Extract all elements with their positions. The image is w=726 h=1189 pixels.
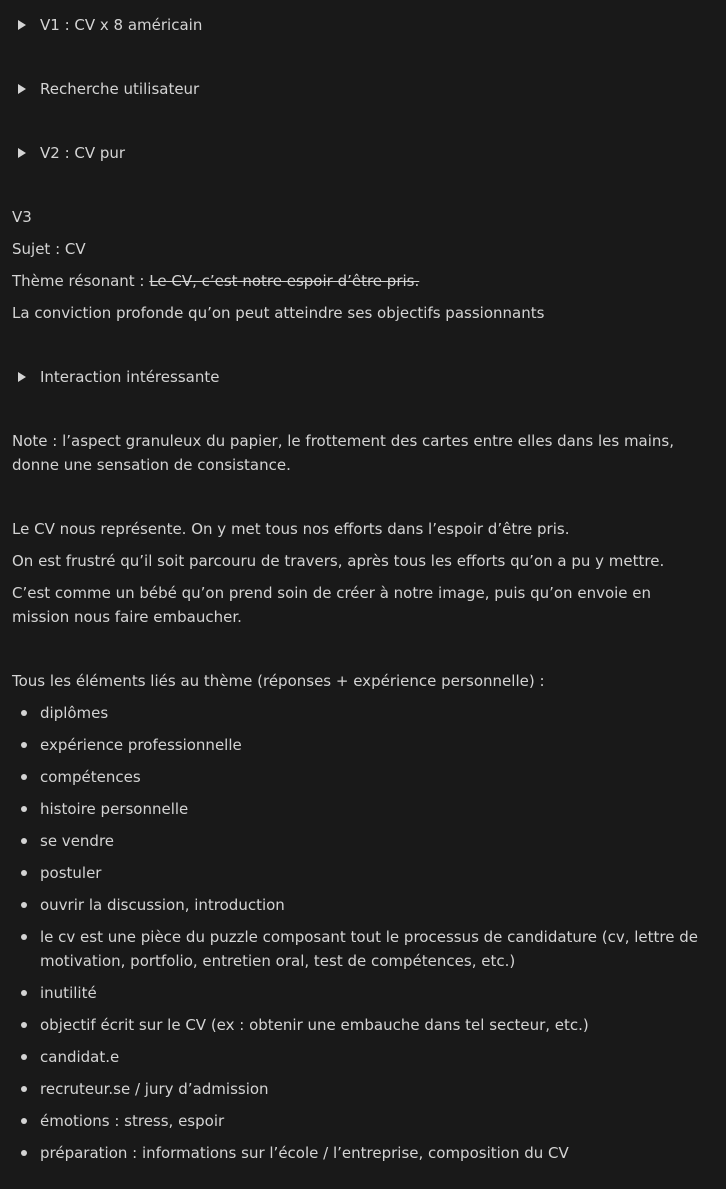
paragraph-cv-represente: Le CV nous représente. On y met tous nos efforts dans l’espoir d’être pris. bbox=[12, 520, 570, 538]
toggle-v1-label: V1 : CV x 8 américain bbox=[40, 16, 203, 34]
paragraph-bebe: C’est comme un bébé qu’on prend soin de créer à notre image, puis qu’on envoie en mission nous faire embaucher. bbox=[12, 584, 652, 626]
paragraph-frustration: On est frustré qu’il soit parcouru de travers, après tous les efforts qu’on a pu y mettre. bbox=[12, 552, 665, 570]
toggle-recherche-label: Recherche utilisateur bbox=[40, 80, 200, 98]
list-item: expérience professionnelle bbox=[12, 733, 712, 757]
v3-theme bbox=[12, 269, 712, 293]
list-item: émotions : stress, espoir bbox=[12, 1109, 712, 1133]
list-item: diplômes bbox=[12, 701, 712, 725]
list-item: le cv est une pièce du puzzle composant tout le processus de candidature (cv, lettre de motivation, portfolio, entretien oral, test de compétences, etc.) bbox=[12, 925, 712, 973]
toggle-v2-label: V2 : CV pur bbox=[40, 144, 126, 162]
triangle-right-icon[interactable] bbox=[18, 20, 26, 30]
toggle-v2[interactable] bbox=[12, 141, 125, 165]
v3-sujet: Sujet : CV bbox=[12, 240, 86, 258]
list-item: histoire personnelle bbox=[12, 797, 712, 821]
theme-label: Thème résonant : bbox=[12, 272, 150, 290]
list-item: postuler bbox=[12, 861, 712, 885]
list-item: compétences bbox=[12, 765, 712, 789]
list-item: candidat.e bbox=[12, 1045, 712, 1069]
list-item: se vendre bbox=[12, 829, 712, 853]
note-paragraph: Note : l’aspect granuleux du papier, le frottement des cartes entre elles dans les mains, donne une sensation de consistance. bbox=[12, 432, 675, 474]
toggle-interaction-label: Interaction intéressante bbox=[40, 368, 220, 386]
triangle-right-icon[interactable] bbox=[18, 372, 26, 382]
toggle-recherche-utilisateur[interactable] bbox=[12, 77, 199, 101]
list-item: préparation : informations sur l’école / l’entreprise, composition du CV bbox=[12, 1141, 712, 1165]
v3-title: V3 bbox=[12, 208, 32, 226]
v3-conviction: La conviction profonde qu’on peut atteindre ses objectifs passionnants bbox=[12, 304, 545, 322]
triangle-right-icon[interactable] bbox=[18, 84, 26, 94]
list-item: recruteur.se / jury d’admission bbox=[12, 1077, 712, 1101]
elements-heading: Tous les éléments liés au thème (réponses + expérience personnelle) : bbox=[12, 672, 545, 690]
elements-list bbox=[12, 701, 712, 1173]
list-item: inutilité bbox=[12, 981, 712, 1005]
list-item: objectif écrit sur le CV (ex : obtenir une embauche dans tel secteur, etc.) bbox=[12, 1013, 712, 1037]
toggle-v1[interactable] bbox=[12, 13, 202, 37]
theme-struck-text: Le CV, c’est notre espoir d’être pris. bbox=[149, 272, 420, 290]
list-item: ouvrir la discussion, introduction bbox=[12, 893, 712, 917]
triangle-right-icon[interactable] bbox=[18, 148, 26, 158]
toggle-interaction[interactable] bbox=[12, 365, 219, 389]
